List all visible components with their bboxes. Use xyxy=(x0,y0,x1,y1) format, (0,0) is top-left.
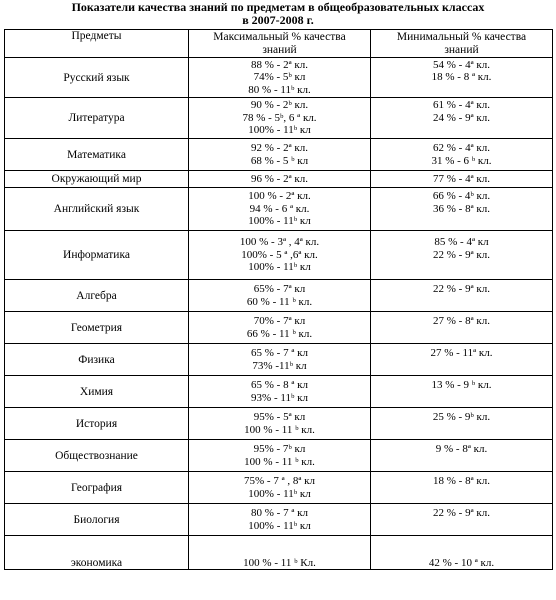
min-value-cell xyxy=(371,280,553,312)
max-value-line: 94 % - 6 ª кл. xyxy=(249,202,310,215)
max-value-cell xyxy=(189,98,371,139)
min-value-line xyxy=(371,261,552,274)
subject-cell xyxy=(5,58,189,98)
table-row xyxy=(5,440,553,472)
subject-cell xyxy=(5,536,189,570)
table-row xyxy=(5,408,553,440)
max-value-cell xyxy=(189,58,371,98)
subject-label: Геометрия xyxy=(70,321,123,334)
max-value-line: 75% - 7 ª , 8ª кл xyxy=(244,475,315,487)
min-value-line: 31 % - 6 ᵇ кл. xyxy=(431,154,492,167)
table-row xyxy=(5,139,553,171)
max-value-cell xyxy=(189,504,371,536)
min-value-line xyxy=(371,456,552,469)
min-value-cell xyxy=(371,188,553,231)
header-max: Максимальный % качества знаний xyxy=(189,30,371,58)
subject-label: Химия xyxy=(79,385,114,398)
min-value-line: 27 % - 11ª кл. xyxy=(430,347,493,359)
max-value-line: 74% - 5ᵇ кл xyxy=(253,71,306,84)
min-value-cell xyxy=(371,312,553,344)
min-value-line: 9 % - 8ª кл. xyxy=(435,443,488,455)
min-value-line xyxy=(371,520,552,533)
max-value-cell xyxy=(189,344,371,376)
min-value-line: 66 % - 4ᵇ кл. xyxy=(432,190,491,203)
min-value-line: 42 % - 10 ª кл. xyxy=(428,556,495,569)
min-value-cell xyxy=(371,536,553,570)
subject-cell xyxy=(5,472,189,504)
min-value-line xyxy=(371,215,552,228)
subject-cell xyxy=(5,408,189,440)
subject-label: Физика xyxy=(78,353,115,366)
max-value-line: 100 % - 2ª кл. xyxy=(248,190,311,203)
max-value-line: 92 % - 2ª кл. xyxy=(251,142,308,154)
table-row xyxy=(5,344,553,376)
subject-label: Обществознание xyxy=(55,449,138,462)
min-value-line: 54 % - 4ª кл. xyxy=(433,58,490,71)
subject-label: Информатика xyxy=(63,249,130,261)
min-value-cell xyxy=(371,440,553,472)
table-header-row xyxy=(5,30,553,58)
table-row xyxy=(5,536,553,570)
max-value-line: 100% - 11ᵇ кл xyxy=(248,519,311,532)
subject-label: История xyxy=(75,417,118,430)
max-value-line: 100% - 11ᵇ кл xyxy=(248,124,311,137)
subject-label: География xyxy=(70,481,123,494)
max-value-line: 100% - 5 ª ,6ª кл. xyxy=(241,248,318,261)
max-value-line: 60 % - 11 ᵇ кл. xyxy=(246,295,313,308)
max-value-line: 90 % - 2ᵇ кл. xyxy=(250,99,309,112)
max-value-line: 93% - 11ᵇ кл xyxy=(251,391,308,404)
title-line-1: Показатели качества знаний по предметам в общеобразовательных классах xyxy=(71,0,485,14)
header-min: Минимальный % качества знаний xyxy=(371,30,553,58)
subject-label: Английский язык xyxy=(53,203,140,215)
subject-label: Окружающий мир xyxy=(51,173,142,185)
min-value-cell xyxy=(371,472,553,504)
max-value-line: 96 % - 2ª кл. xyxy=(251,172,308,185)
max-value-cell xyxy=(189,188,371,231)
max-value-line: 78 % - 5ᵇ, 6 ª кл. xyxy=(242,111,317,124)
min-value-cell xyxy=(371,231,553,280)
min-value-line: 85 % - 4ª кл xyxy=(434,236,489,249)
max-value-line: 100 % - 11 ᵇ кл. xyxy=(244,455,315,468)
min-value-line: 18 % - 8 ª кл. xyxy=(431,71,492,84)
min-value-line: 62 % - 4ª кл. xyxy=(433,142,490,154)
max-value-line: 73% -11ᵇ кл xyxy=(252,359,307,372)
subject-label: Алгебра xyxy=(76,289,117,302)
table-row xyxy=(5,231,553,280)
min-value-line: 61 % - 4ª кл. xyxy=(433,99,490,112)
table-row xyxy=(5,312,553,344)
min-value-line: 22 % - 9ª кл. xyxy=(433,507,490,519)
min-value-line xyxy=(371,124,552,137)
max-value-cell xyxy=(189,408,371,440)
table-row xyxy=(5,504,553,536)
max-value-line: 100 % - 3ª , 4ª кл. xyxy=(239,236,320,249)
min-value-line xyxy=(371,84,552,97)
subject-cell xyxy=(5,376,189,408)
min-value-line xyxy=(371,328,552,341)
subject-cell xyxy=(5,188,189,231)
min-value-line xyxy=(371,360,552,373)
table-row xyxy=(5,98,553,139)
min-value-cell xyxy=(371,139,553,171)
table-row xyxy=(5,376,553,408)
max-value-line: 70% - 7ª кл xyxy=(253,315,306,327)
subject-cell xyxy=(5,312,189,344)
document-title xyxy=(0,1,556,27)
min-value-line xyxy=(371,424,552,437)
max-value-line: 68 % - 5 ᵇ кл xyxy=(250,154,309,167)
max-value-line: 95% - 5ª кл xyxy=(253,411,306,423)
min-value-cell xyxy=(371,171,553,188)
min-value-line: 22 % - 9ª кл. xyxy=(433,248,490,261)
max-value-line: 66 % - 11 ᵇ кл. xyxy=(246,327,313,340)
subject-cell xyxy=(5,98,189,139)
max-value-cell xyxy=(189,472,371,504)
max-value-line: 100% - 11ᵇ кл xyxy=(248,261,311,274)
min-value-cell xyxy=(371,58,553,98)
max-value-cell xyxy=(189,440,371,472)
min-value-cell xyxy=(371,344,553,376)
max-value-cell xyxy=(189,231,371,280)
max-value-cell xyxy=(189,376,371,408)
table-row xyxy=(5,472,553,504)
min-value-line xyxy=(371,296,552,309)
min-value-cell xyxy=(371,408,553,440)
max-value-line: 100 % - 11 ᵇ кл. xyxy=(244,423,315,436)
min-value-line: 24 % - 9ª кл. xyxy=(433,111,490,124)
title-line-2: в 2007-2008 г. xyxy=(242,13,314,27)
max-value-line: 88 % - 2ª кл. xyxy=(251,58,308,71)
max-value-cell xyxy=(189,139,371,171)
subject-cell xyxy=(5,139,189,171)
min-value-cell xyxy=(371,376,553,408)
subject-cell xyxy=(5,231,189,280)
min-value-line: 27 % - 8ª кл. xyxy=(433,315,490,327)
min-value-line: 25 % - 9ᵇ кл. xyxy=(432,411,491,423)
max-value-line: 100% - 11ᵇ кл xyxy=(248,487,311,500)
max-value-cell xyxy=(189,312,371,344)
max-value-line: 65% - 7ª кл xyxy=(253,283,306,295)
min-value-line xyxy=(371,392,552,405)
max-value-cell xyxy=(189,536,371,570)
max-value-cell xyxy=(189,280,371,312)
min-value-line xyxy=(371,488,552,501)
subject-cell xyxy=(5,344,189,376)
subject-label: Русский язык xyxy=(63,71,130,84)
subject-cell xyxy=(5,440,189,472)
header-subject: Предметы xyxy=(5,30,189,58)
max-value-line: 80 % - 7 ª кл xyxy=(251,507,308,519)
subject-cell xyxy=(5,280,189,312)
max-value-line: 95% - 7ᵇ кл xyxy=(253,443,306,455)
min-value-line: 18 % - 8ª кл. xyxy=(433,475,490,487)
max-value-line: 100% - 11ᵇ кл xyxy=(248,215,311,228)
max-value-line: 65 % - 8 ª кл xyxy=(251,379,308,391)
subject-label: Литература xyxy=(68,112,125,124)
subject-label: Биология xyxy=(73,513,120,526)
subject-cell xyxy=(5,171,189,188)
quality-table xyxy=(4,29,553,570)
min-value-line: 13 % - 9 ᵇ кл. xyxy=(431,379,492,391)
max-value-line: 65 % - 7 ª кл xyxy=(251,347,308,359)
max-value-cell xyxy=(189,171,371,188)
min-value-cell xyxy=(371,504,553,536)
table-row xyxy=(5,188,553,231)
min-value-cell xyxy=(371,98,553,139)
table-row xyxy=(5,58,553,98)
max-value-line: 100 % - 11 ᵇ Кл. xyxy=(243,556,316,569)
max-value-line: 80 % - 11ᵇ кл. xyxy=(248,83,311,96)
min-value-line: 36 % - 8ª кл. xyxy=(433,202,490,215)
subject-label: экономика xyxy=(70,557,123,569)
min-value-line: 77 % - 4ª кл. xyxy=(433,172,490,185)
subject-label: Математика xyxy=(67,148,126,161)
min-value-line: 22 % - 9ª кл. xyxy=(433,283,490,295)
table-row xyxy=(5,280,553,312)
subject-cell xyxy=(5,504,189,536)
table-row xyxy=(5,171,553,188)
